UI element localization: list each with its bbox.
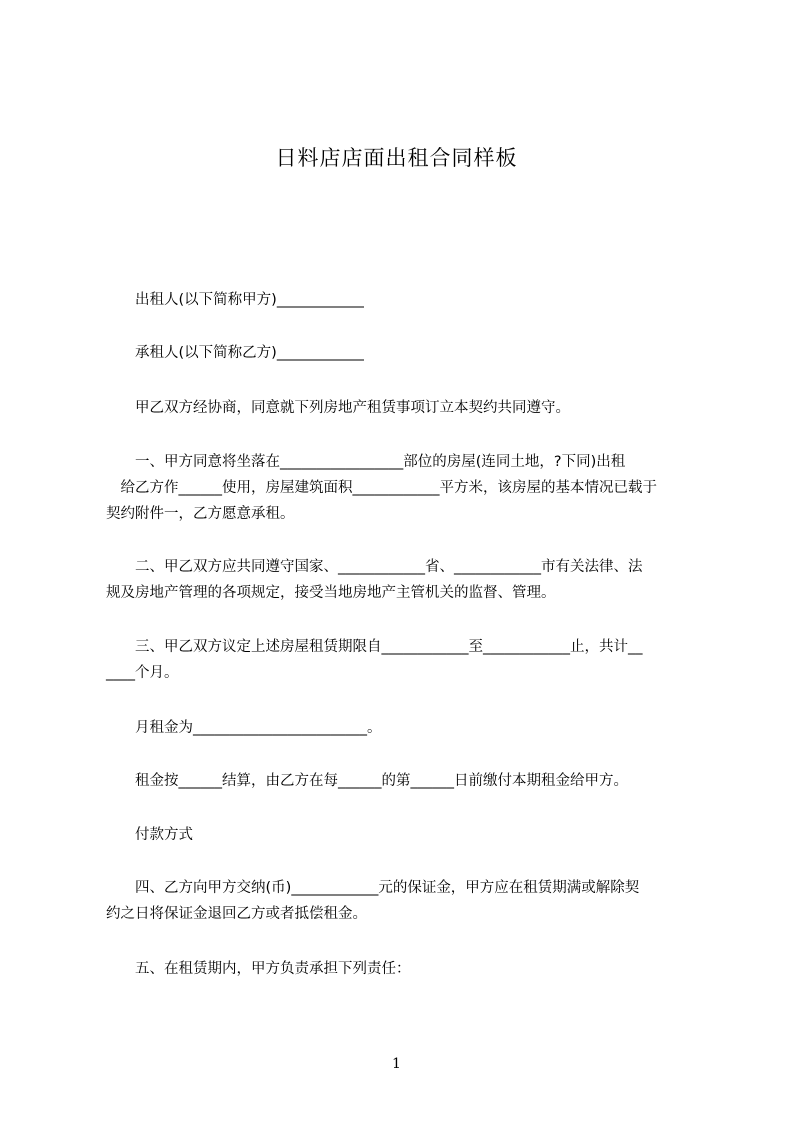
paragraph-lessor: [106, 287, 704, 313]
paragraph-line: 规及房地产管理的各项规定，接受当地房地产主管机关的监督、管理。: [106, 585, 556, 601]
paragraph-payment-method: [106, 822, 704, 848]
paragraph-line: 甲乙双方经协商，同意就下列房地产租赁事项订立本契约共同遵守。: [106, 400, 570, 416]
paragraph-line: 给乙方作______使用，房屋建筑面积____________平方米，该房屋的基本情况已载于: [106, 480, 657, 496]
clause-3: [106, 634, 704, 686]
paragraph-line: 租金按______结算，由乙方在每______的第______日前缴付本期租金给甲方。: [106, 773, 628, 789]
paragraph-line: 四、乙方向甲方交纳(币)____________元的保证金，甲方应在租赁期满或解除契: [106, 880, 640, 896]
clause-2: [106, 554, 704, 606]
paragraph-line: 一、甲方同意将坐落在_________________部位的房屋(连同土地，?下同)出租: [106, 454, 626, 470]
paragraph-line: 五、在租赁期内，甲方负责承担下列责任：: [106, 961, 411, 977]
document-title: 日料店店面出租合同样板: [275, 146, 518, 170]
paragraph-line: 付款方式: [106, 827, 193, 843]
clause-5: [106, 956, 704, 982]
paragraph-line: 承租人(以下简称乙方)____________: [106, 345, 364, 361]
paragraph-monthly-rent: [106, 715, 704, 741]
paragraph-line: 月租金为________________________。: [106, 720, 382, 736]
paragraph-line: ____个月。: [106, 665, 179, 681]
paragraph-line: 契约附件一，乙方愿意承租。: [106, 506, 295, 522]
paragraph-rent-settlement: [106, 768, 704, 794]
paragraph-line: 约之日将保证金退回乙方或者抵偿租金。: [106, 906, 367, 922]
clause-4: [106, 875, 704, 927]
page-number: 1: [392, 1056, 401, 1072]
paragraph-line: 三、甲乙双方议定上述房屋租赁期限自____________至____________止，共计__: [106, 639, 643, 655]
paragraph-agreement: [106, 395, 704, 421]
paragraph-line: 出租人(以下简称甲方)____________: [106, 292, 364, 308]
clause-1: [106, 449, 704, 527]
paragraph-lessee: [106, 340, 704, 366]
paragraph-line: 二、甲乙双方应共同遵守国家、____________省、____________市有关法律、法: [106, 559, 643, 575]
